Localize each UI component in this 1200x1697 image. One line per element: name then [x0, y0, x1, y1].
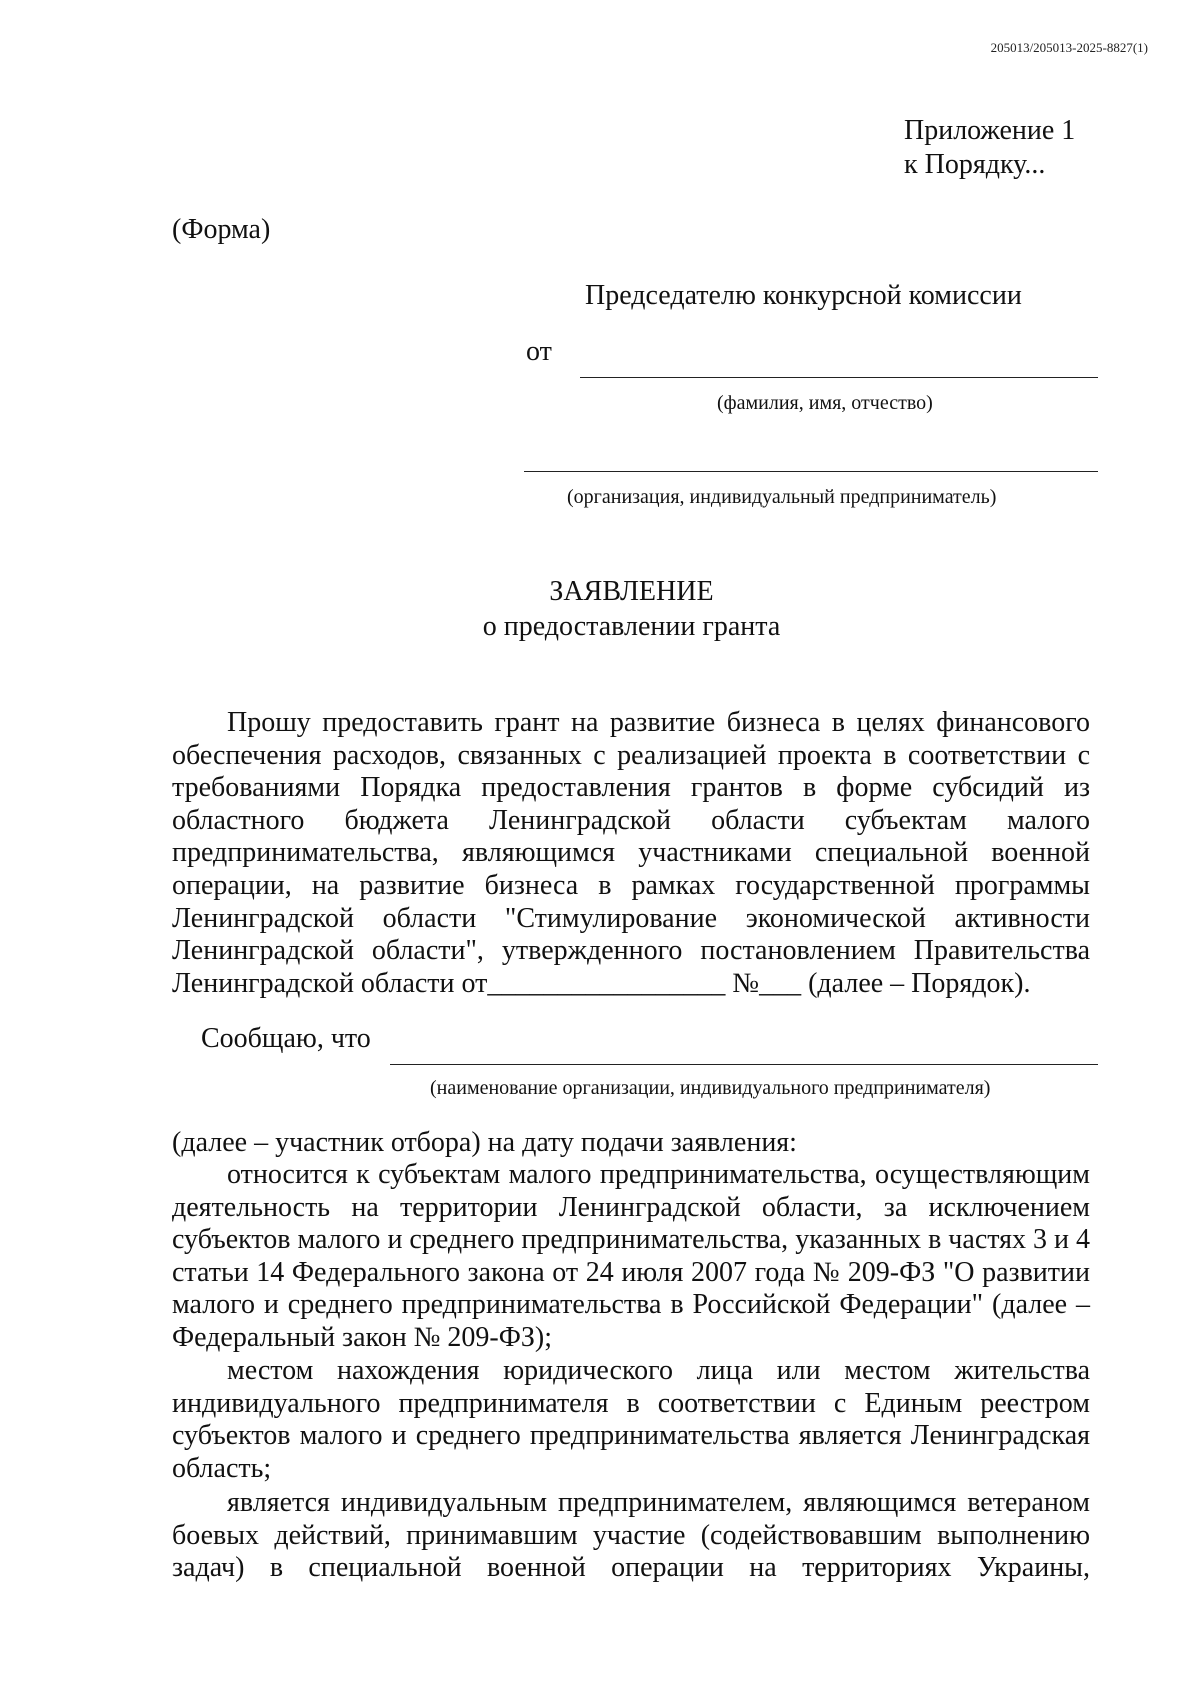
- condition-veteran: является индивидуальным предпринимателем, являющимся ветераном боевых действий, принимавшим участие (содействовавшим выполнению задач) в специальной военной операции на территориях Украины,: [172, 1487, 1090, 1584]
- org-blank-line: [524, 471, 1098, 472]
- condition-small-business: относится к субъектам малого предпринимательства, осуществляющим деятельность на территории Ленинградской области, за исключением субъектов малого и среднего предпринимательства, указанных в частях 3 и 4 статьи 14 Федерального закона от 24 июля 2007 года № 209-ФЗ "О развитии малого и среднего предпринимательства в Российской Федерации" (далее – Федеральный закон № 209-ФЗ);: [172, 1159, 1090, 1353]
- document-title-block: [0, 574, 1200, 644]
- document-number: 205013/205013-2025-8827(1): [990, 40, 1148, 55]
- appendix-line-1: Приложение 1: [904, 115, 1076, 146]
- participant-intro: (далее – участник отбора) на дату подачи заявления:: [172, 1127, 797, 1158]
- inform-label: Сообщаю, что: [201, 1023, 371, 1054]
- condition-location: местом нахождения юридического лица или местом жительства индивидуального предпринимателя в соответствии с Единым реестром субъектов малого и среднего предпринимательства является Ленинградская область;: [172, 1355, 1090, 1484]
- caption-org: (организация, индивидуальный предприниматель): [567, 486, 997, 508]
- document-title: ЗАЯВЛЕНИЕ: [549, 576, 714, 607]
- from-label: от: [526, 336, 552, 367]
- document-subtitle: о предоставлении гранта: [482, 611, 781, 642]
- request-paragraph: Прошу предоставить грант на развитие бизнеса в целях финансового обеспечения расходов, связанных с реализацией проекта в соответствии с требованиями Порядка предоставления грантов в форме субсидий из областного бюджета Ленинградской области субъектам малого предпринимательства, являющимся участниками специальной военной операции, на развитие бизнеса в рамках государственной программы Ленинградской области "Стимулирование экономической активности Ленинградской области", утвержденного постановлением Правительства Ленинградской области от_________________ №___ (далее – Порядок).: [172, 707, 1090, 999]
- appendix-header: [904, 114, 1075, 182]
- caption-fio: (фамилия, имя, отчество): [717, 392, 933, 414]
- form-label: (Форма): [172, 214, 271, 245]
- appendix-line-2: к Порядку...: [904, 149, 1046, 180]
- fio-blank-line: [580, 377, 1098, 378]
- caption-participant-name: (наименование организации, индивидуального предпринимателя): [430, 1077, 991, 1099]
- participant-name-blank-line: [390, 1064, 1098, 1065]
- addressee: Председателю конкурсной комиссии: [585, 280, 1022, 311]
